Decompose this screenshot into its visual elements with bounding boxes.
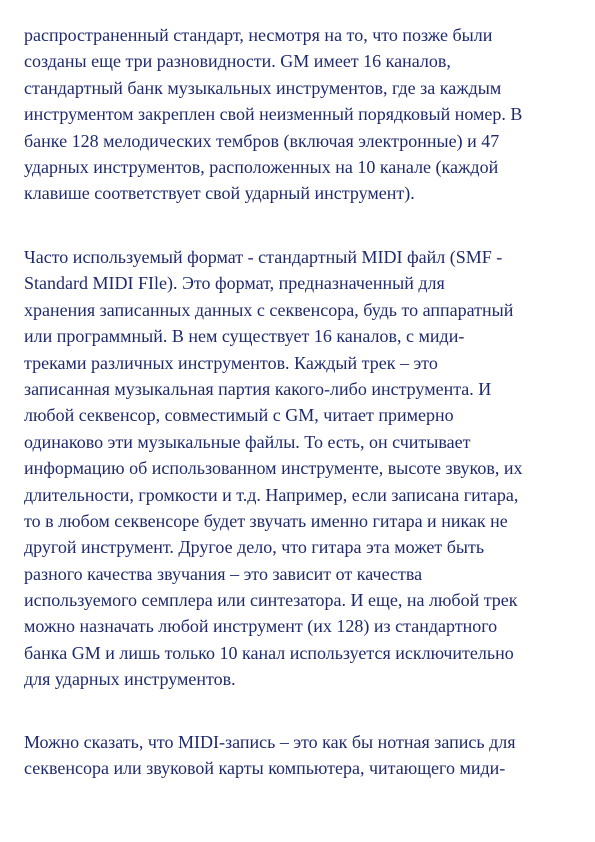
text-line: стандартный банк музыкальных инструментов, где за каждым bbox=[24, 77, 502, 98]
text-line: длительности, громкости и т.д. Например, если записана гитара, bbox=[24, 484, 519, 505]
paragraph-3 bbox=[24, 729, 584, 782]
text-line: одинаково эти музыкальные файлы. То есть, он считывает bbox=[24, 431, 471, 452]
text-line: используемого семплера или синтезатора. И еще, на любой трек bbox=[24, 590, 518, 611]
text-line: можно назначать любой инструмент (их 128) из стандартного bbox=[24, 616, 498, 637]
text-line: созданы еще три разновидности. GM имеет 16 каналов, bbox=[24, 51, 451, 72]
text-line: для ударных инструментов. bbox=[24, 669, 236, 690]
text-line: любой секвенсор, совместимый с GM, читает примерно bbox=[24, 405, 454, 426]
paragraph-2 bbox=[24, 244, 584, 693]
text-line: банке 128 мелодических тембров (включая электронные) и 47 bbox=[24, 130, 500, 151]
text-line: то в любом секвенсоре будет звучать именно гитара и никак не bbox=[24, 510, 508, 531]
text-line: Standard MIDI FIle). Это формат, предназначенный для bbox=[24, 273, 445, 294]
text-line: или программный. В нем существует 16 каналов, с миди- bbox=[24, 326, 465, 347]
text-line: другой инструмент. Другое дело, что гитара эта может быть bbox=[24, 537, 485, 558]
text-line: записанная музыкальная партия какого-либо инструмента. И bbox=[24, 378, 492, 399]
text-line: Можно сказать, что MIDI-запись – это как бы нотная запись для bbox=[24, 732, 516, 752]
text-line: разного качества звучания – это зависит от качества bbox=[24, 563, 423, 584]
paragraph-1 bbox=[24, 22, 584, 207]
text-line: клавише соответствует свой ударный инструмент). bbox=[24, 183, 415, 204]
text-line: инструментом закреплен свой неизменный порядковый номер. В bbox=[24, 104, 523, 125]
text-line: хранения записанных данных с секвенсора, будь то аппаратный bbox=[24, 299, 514, 320]
text-line: банка GM и лишь только 10 канал используется исключительно bbox=[24, 642, 514, 663]
text-line: Часто используемый формат - стандартный MIDI файл (SMF - bbox=[24, 247, 503, 267]
text-line: треками различных инструментов. Каждый трек – это bbox=[24, 352, 438, 373]
text-line: ударных инструментов, расположенных на 10 канале (каждой bbox=[24, 156, 499, 177]
text-line: секвенсора или звуковой карты компьютера, читающего миди- bbox=[24, 758, 506, 779]
text-line: распространенный стандарт, несмотря на то, что позже были bbox=[24, 25, 493, 45]
text-line: информацию об использованном инструменте, высоте звуков, их bbox=[24, 458, 523, 479]
